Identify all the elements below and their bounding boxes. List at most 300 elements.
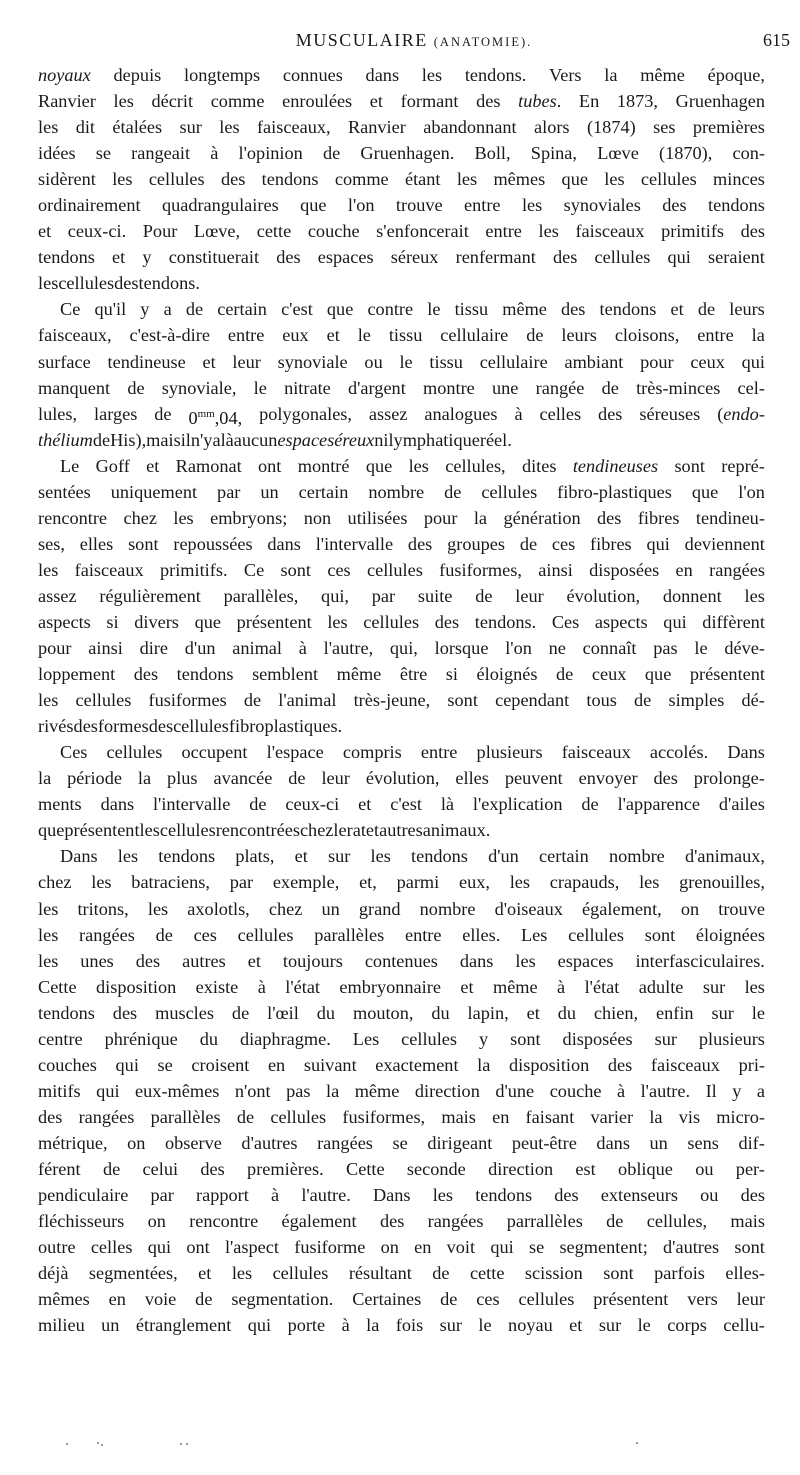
- text-word: les: [538, 221, 559, 242]
- text-word: occupent: [181, 742, 248, 763]
- text-word: donnent: [662, 585, 722, 606]
- text-word: fléchisseurs: [38, 1211, 125, 1232]
- text-word: Ranvier: [347, 117, 406, 138]
- text-word: l'on: [505, 638, 532, 659]
- text-word: a: [163, 299, 172, 320]
- text-word: leur: [736, 1289, 765, 1310]
- text-word: régulièrement: [99, 585, 201, 606]
- text-word: utilisées: [347, 507, 408, 528]
- text-word: les: [38, 690, 59, 711]
- text-word: cellules: [401, 1028, 458, 1049]
- text-word: renfermant: [455, 247, 536, 268]
- text-word: embryonnaire: [339, 976, 441, 997]
- text-word: segmentent;: [559, 1237, 648, 1258]
- text-word: présentent: [236, 611, 312, 632]
- text-word: certain: [217, 299, 267, 320]
- text-word: de: [249, 794, 267, 815]
- text-word: tendons.: [138, 273, 200, 294]
- text-word: groupes: [447, 533, 505, 554]
- text-word: qui: [741, 351, 765, 372]
- scan-speck: [636, 1442, 638, 1444]
- text-word: direction: [488, 1158, 554, 1179]
- text-word: l'intervalle: [152, 794, 231, 815]
- text-word: des: [607, 1054, 633, 1075]
- text-word: sont: [447, 690, 478, 711]
- text-word: trouve: [718, 898, 765, 919]
- text-word: qui: [247, 1315, 272, 1336]
- text-line: [38, 1130, 765, 1156]
- text-word: couche: [307, 221, 360, 242]
- text-word: se: [528, 1237, 545, 1258]
- text-word: sont: [128, 533, 159, 554]
- text-word: les: [112, 169, 133, 190]
- text-word: cellules: [237, 924, 294, 945]
- text-word: l'œil: [267, 1002, 299, 1023]
- text-line: [38, 296, 765, 322]
- text-line: [38, 1000, 765, 1026]
- running-title: [38, 30, 790, 51]
- text-word: quadrangulaires: [161, 195, 279, 216]
- text-word: constituerait: [168, 247, 260, 268]
- text-word: de: [195, 1289, 213, 1310]
- text-word: à: [514, 403, 523, 424]
- text-word: espaces: [557, 950, 614, 971]
- text-word: des: [133, 664, 159, 685]
- text-word: se: [392, 1132, 408, 1153]
- text-word: l'autre.: [301, 1185, 351, 1206]
- text-line: [38, 791, 765, 817]
- text-word: qui: [490, 1237, 514, 1258]
- text-word: sur: [328, 846, 351, 867]
- text-word: tissu: [454, 299, 489, 320]
- text-word: Lœve: [597, 143, 639, 164]
- text-word: si: [445, 664, 458, 685]
- text-word: Ce: [60, 299, 81, 320]
- text-word: analogues: [424, 403, 498, 424]
- text-word: séreuses: [639, 403, 701, 424]
- text-word: de: [288, 768, 306, 789]
- text-word: entre: [485, 221, 522, 242]
- text-line: [38, 1234, 765, 1260]
- text-word: couches: [38, 1054, 97, 1075]
- text-line: [38, 531, 765, 557]
- text-word: de: [231, 1002, 250, 1023]
- text-word: plus: [167, 768, 198, 789]
- text-word: en: [267, 1054, 286, 1075]
- text-word: formant: [400, 91, 459, 112]
- text-word: exactement: [375, 1054, 459, 1075]
- text-word: rencontre: [38, 507, 108, 528]
- text-word: mais: [146, 429, 181, 450]
- text-word: la: [137, 768, 152, 789]
- text-word: minces: [713, 169, 765, 190]
- text-word: porte: [287, 1315, 326, 1336]
- text-word: de: [475, 585, 493, 606]
- text-word: que: [644, 664, 672, 685]
- text-word: $0^{mm},04$,: [188, 407, 243, 428]
- text-word: dire: [139, 638, 168, 659]
- text-word: de: [102, 1158, 121, 1179]
- text-word: dans: [365, 65, 400, 85]
- text-word: suite: [417, 585, 453, 606]
- text-word: cellules: [75, 690, 132, 711]
- text-word: de: [581, 794, 599, 815]
- text-word: autres: [182, 950, 226, 971]
- text-word: celles: [90, 1237, 133, 1258]
- text-word: d'oiseaux: [494, 898, 563, 919]
- text-word: mitifs: [38, 1080, 81, 1101]
- text-word: à: [257, 976, 266, 997]
- text-word: de: [154, 403, 172, 424]
- text-word: nitrate: [284, 377, 331, 398]
- text-word: lorsque: [434, 638, 489, 659]
- text-word: cellules: [58, 273, 115, 294]
- text-line: [38, 1208, 765, 1234]
- text-word: l'autre,: [323, 638, 374, 659]
- text-word: rencontre: [189, 1211, 259, 1232]
- text-word: assez: [368, 403, 408, 424]
- text-word: cellules: [481, 481, 538, 502]
- text-word: ou: [700, 1185, 719, 1206]
- text-word: ceux-ci.: [67, 221, 127, 242]
- text-word: à: [210, 143, 219, 164]
- text-word: sur: [711, 1002, 734, 1023]
- text-word: évolution,: [365, 768, 440, 789]
- text-word: certain: [298, 481, 349, 502]
- text-word: on: [680, 898, 700, 919]
- text-word: contenues: [364, 950, 438, 971]
- text-word: rencontrées: [215, 820, 300, 841]
- text-word: et,: [359, 872, 377, 893]
- text-word: nombre: [608, 846, 665, 867]
- text-word: alors: [534, 117, 570, 138]
- text-word: leur: [232, 351, 261, 372]
- running-head: [38, 30, 790, 56]
- text-word: (endo-: [717, 403, 765, 424]
- text-word: dans: [596, 1132, 630, 1153]
- text-word: oblique: [618, 1158, 673, 1179]
- text-line: [38, 244, 765, 270]
- text-line: [38, 479, 765, 505]
- page-number: 615: [763, 30, 790, 50]
- text-word: du: [316, 1002, 336, 1023]
- text-line: [38, 1078, 765, 1104]
- text-word: tendons.: [464, 65, 527, 85]
- text-line: [38, 1312, 765, 1338]
- text-line: [38, 453, 765, 479]
- text-word: métrique,: [38, 1132, 108, 1153]
- text-word: micro-: [716, 1106, 765, 1127]
- text-word: faisant: [525, 1106, 575, 1127]
- text-word: mais: [730, 1211, 765, 1232]
- text-word: entre: [697, 325, 734, 346]
- text-word: aucun: [233, 429, 278, 450]
- text-word: seraient: [708, 247, 765, 268]
- text-word: cellules: [106, 742, 163, 763]
- text-word: primitifs: [661, 221, 725, 242]
- text-word: également: [281, 1211, 357, 1232]
- text-word: comme: [334, 169, 389, 190]
- text-word: séreux: [390, 247, 439, 268]
- text-word: vers: [687, 1289, 718, 1310]
- text-word: dans: [267, 533, 301, 554]
- text-word: ceux: [591, 664, 627, 685]
- text-word: Les: [352, 1028, 380, 1049]
- text-word: éloignés: [476, 664, 538, 685]
- text-word: les: [38, 950, 59, 971]
- text-word: c'est: [390, 794, 422, 815]
- text-word: pas: [653, 638, 678, 659]
- text-word: les: [38, 898, 59, 919]
- text-word: des: [552, 247, 578, 268]
- text-word: être: [399, 664, 428, 685]
- text-word: le: [751, 1002, 765, 1023]
- text-word: fois: [395, 1315, 424, 1336]
- text-line: [38, 140, 765, 166]
- text-line: [38, 401, 765, 427]
- text-word: tendineuse: [107, 351, 186, 372]
- text-line: [38, 1260, 765, 1286]
- text-word: eux-mêmes: [135, 1080, 220, 1101]
- text-word: se: [95, 143, 111, 164]
- text-line: [38, 1156, 765, 1182]
- text-word: mêmes: [38, 1289, 90, 1310]
- text-word: dit: [75, 117, 96, 138]
- text-word: des: [148, 716, 174, 737]
- text-word: et: [38, 221, 52, 242]
- text-word: dé-: [741, 690, 765, 711]
- text-line: [38, 922, 765, 948]
- text-word: centre: [38, 1028, 83, 1049]
- text-word: les: [370, 846, 391, 867]
- text-word: par: [217, 481, 241, 502]
- text-word: sont: [510, 1028, 541, 1049]
- text-word: fusiformes: [148, 690, 227, 711]
- text-word: l'on: [738, 481, 765, 502]
- text-word: sens: [687, 1132, 719, 1153]
- text-word: ces: [193, 924, 217, 945]
- text-word: con-: [732, 143, 765, 164]
- text-word: tendons: [411, 846, 468, 867]
- text-word: là: [220, 429, 234, 450]
- text-word: on: [380, 1237, 399, 1258]
- text-word: et: [112, 247, 126, 268]
- text-word: des: [662, 195, 687, 216]
- text-line: [38, 375, 765, 401]
- text-word: animaux.: [422, 820, 491, 841]
- text-word: surface: [38, 351, 91, 372]
- text-word: extenseurs: [600, 1185, 678, 1206]
- text-word: s'enfoncerait: [376, 221, 469, 242]
- text-word: et: [202, 351, 216, 372]
- text-word: y: [142, 247, 152, 268]
- text-word: faisceaux,: [38, 325, 112, 346]
- scan-speck: [97, 1442, 99, 1444]
- text-word: ces: [476, 1289, 500, 1310]
- text-word: les: [604, 169, 625, 190]
- text-word: parfois: [654, 1263, 705, 1284]
- text-word: des: [407, 533, 433, 554]
- text-word: contre: [367, 299, 414, 320]
- text-word: croisent: [191, 1054, 250, 1075]
- text-line: [38, 270, 765, 296]
- text-word: fusiforme: [294, 1237, 366, 1258]
- text-word: parallèles: [314, 924, 385, 945]
- text-word: et: [460, 976, 474, 997]
- text-word: cellulaire: [440, 325, 509, 346]
- text-word: que: [691, 481, 719, 502]
- text-word: et: [670, 299, 684, 320]
- text-word: de: [440, 1289, 458, 1310]
- text-word: la: [325, 1080, 340, 1101]
- text-word: Goff: [95, 455, 130, 476]
- text-word: présentent: [689, 664, 765, 685]
- text-word: étalées: [112, 117, 163, 138]
- text-word: milieu: [38, 1315, 85, 1336]
- text-word: fibres: [637, 507, 680, 528]
- text-word: Ranvier: [38, 91, 96, 112]
- text-word: faisceaux,: [256, 117, 331, 138]
- text-word: espaces: [317, 247, 374, 268]
- text-word: cette: [469, 1263, 505, 1284]
- text-word: les: [38, 559, 59, 580]
- text-word: de: [92, 429, 111, 450]
- text-word: évolution,: [566, 585, 641, 606]
- text-word: premières: [692, 117, 765, 138]
- text-word: connues: [282, 65, 343, 85]
- text-word: des: [740, 1185, 765, 1206]
- text-word: ainsi: [88, 638, 123, 659]
- text-word: étant: [404, 169, 441, 190]
- text-word: résultant: [348, 1263, 412, 1284]
- text-word: même: [640, 65, 685, 85]
- text-word: fusiformes,: [439, 559, 522, 580]
- text-word: repoussées: [173, 533, 253, 554]
- text-word: per-: [735, 1158, 765, 1179]
- text-word: fusiformes,: [342, 1106, 426, 1127]
- text-word: eux,: [458, 872, 490, 893]
- text-word: tendineu-: [695, 507, 765, 528]
- text-word: cellu-: [723, 1315, 765, 1336]
- text-word: ceux-ci: [285, 794, 340, 815]
- text-word: faisceaux: [74, 559, 144, 580]
- text-word: plusieurs: [476, 742, 543, 763]
- text-word: leurs: [561, 325, 597, 346]
- text-word: Cette: [346, 1158, 385, 1179]
- text-word: Boll,: [474, 143, 511, 164]
- text-word: de: [526, 325, 544, 346]
- text-word: l'animal: [278, 690, 337, 711]
- text-word: interfasciculaires.: [635, 950, 765, 971]
- text-word: scission: [524, 1263, 583, 1284]
- text-word: parmi: [396, 872, 440, 893]
- text-word: les: [147, 898, 169, 919]
- text-word: corps: [667, 1315, 707, 1336]
- text-word: à: [616, 1080, 626, 1101]
- text-word: de: [606, 1211, 624, 1232]
- text-word: His),: [110, 429, 147, 450]
- text-word: qui: [147, 1237, 172, 1258]
- text-word: a: [212, 429, 221, 450]
- text-word: de: [155, 924, 173, 945]
- text-word: qui,: [389, 638, 418, 659]
- text-word: cellules: [148, 169, 205, 190]
- text-word: rangées: [317, 1132, 373, 1153]
- text-word: disposition: [509, 1054, 590, 1075]
- text-word: parallèles,: [223, 585, 299, 606]
- text-word: en: [675, 559, 693, 580]
- text-word: faisceaux: [650, 1054, 720, 1075]
- text-word: les: [219, 117, 240, 138]
- text-word: on: [147, 1211, 166, 1232]
- text-word: c'est-à-dire: [129, 325, 210, 346]
- text-word: les: [38, 924, 59, 945]
- text-word: tissu: [429, 351, 463, 372]
- text-word: il: [180, 429, 191, 450]
- text-word: peut-être: [511, 1132, 577, 1153]
- text-word: les: [91, 872, 112, 893]
- text-word: observe: [164, 1132, 222, 1153]
- text-word: cellules: [272, 1263, 329, 1284]
- text-word: la: [649, 1106, 663, 1127]
- text-word: exemple,: [272, 872, 340, 893]
- text-word: Ces: [60, 742, 88, 763]
- text-word: et: [369, 91, 383, 112]
- text-word: cellules: [568, 924, 624, 945]
- text-word: une: [492, 377, 519, 398]
- text-word: la: [477, 1054, 491, 1075]
- text-word: le: [637, 1315, 651, 1336]
- text-word: d'un: [488, 846, 519, 867]
- text-line: [38, 322, 765, 348]
- text-word: 1873,: [616, 91, 658, 112]
- text-word: Ramonat: [175, 455, 242, 476]
- text-word: chez: [123, 507, 157, 528]
- text-word: les: [113, 91, 134, 112]
- text-word: non: [303, 507, 332, 528]
- text-word: parallèles: [150, 1106, 221, 1127]
- text-word: se: [157, 1054, 173, 1075]
- text-word: cellules,: [646, 1211, 708, 1232]
- text-word: un: [649, 1132, 668, 1153]
- text-word: voit: [446, 1237, 476, 1258]
- text-word: idées: [38, 143, 76, 164]
- text-word: deviennent: [684, 533, 765, 554]
- text-word: adulte: [638, 976, 684, 997]
- text-word: Il: [705, 1080, 717, 1101]
- text-word: tendons: [261, 169, 319, 190]
- text-word: rangées: [78, 1106, 135, 1127]
- scan-speck: [101, 1444, 103, 1446]
- scan-specks: [0, 1440, 800, 1450]
- text-line: [38, 817, 765, 843]
- text-word: les: [744, 976, 765, 997]
- text-word: disposition: [96, 976, 177, 997]
- text-word: plusieurs: [698, 1028, 765, 1049]
- text-word: couche: [549, 1080, 602, 1101]
- text-word: ces: [551, 533, 576, 554]
- text-word: des: [434, 611, 460, 632]
- text-word: simples: [668, 690, 725, 711]
- text-word: et: [247, 950, 261, 971]
- text-word: qui: [646, 533, 670, 554]
- text-word: prolonge-: [693, 768, 765, 789]
- text-word: divers: [134, 611, 179, 632]
- text-word: de: [697, 299, 716, 320]
- scan-speck: [66, 1443, 68, 1445]
- text-word: éloignées: [695, 924, 765, 945]
- text-word: les: [38, 117, 59, 138]
